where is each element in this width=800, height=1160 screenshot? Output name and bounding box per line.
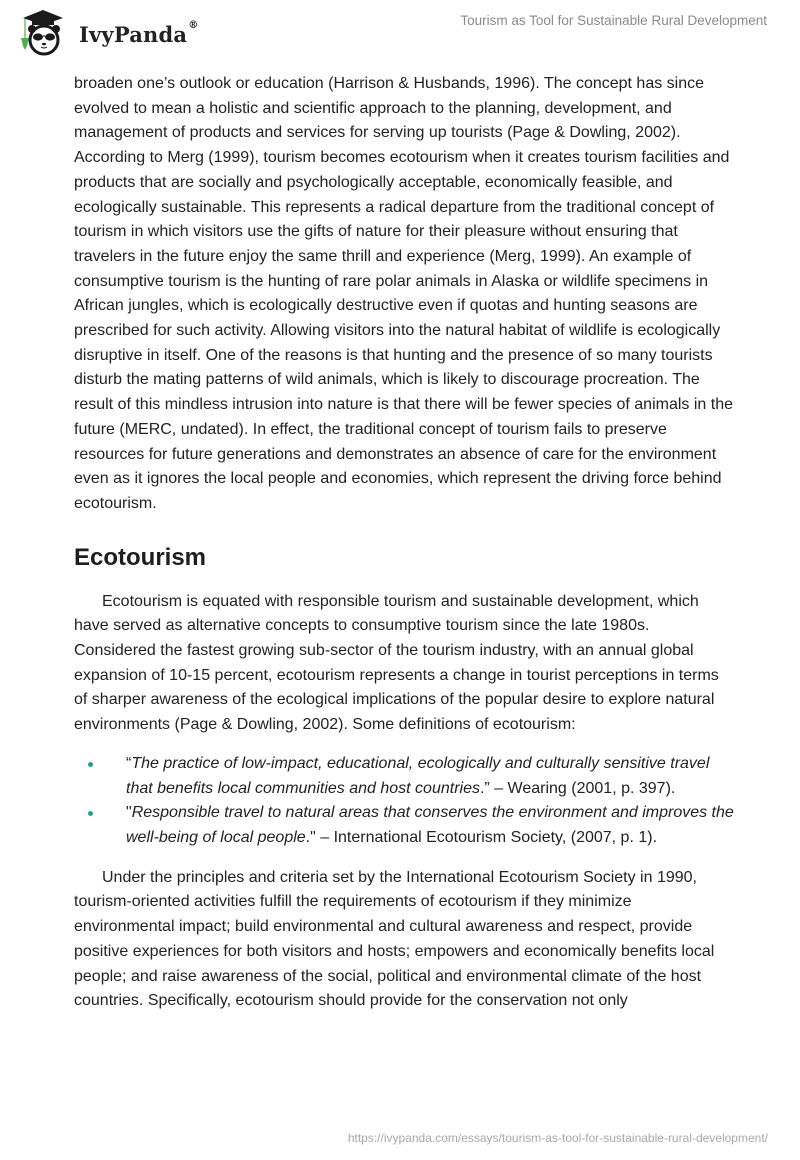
open-quote: "	[126, 804, 132, 822]
logo-wordmark: IvyPanda®	[79, 19, 199, 47]
body-paragraph-1: broaden one’s outlook or education (Harrison & Husbands, 1996). The concept has since evolved to mean a holistic and scientific approach to the planning, development, and management of products and services for serving up tourists (Page & Dowling, 2002). According to Merg (1999), tourism becomes ecotourism when it creates tourism facilities and products that are socially and psychologically acceptable, economically feasible, and ecologically sustainable. This represents a radical departure from the traditional concept of tourism in which visitors use the gifts of nature for their pleasure without ensuring that travelers in the future enjoy the same thrill and experience (Merg, 1999). An example of consumptive tourism is the hunting of rare polar animals in Alaska or wildlife specimens in African jungles, which is ecologically destructive even if quotas and hunting seasons are prescribed for such activity. Allowing visitors into the natural habitat of wildlife is ecologically disruptive in itself. One of the reasons is that hunting and the presence of so many tourists disturb the mating patterns of wild animals, which is likely to discourage procreation. The result of this mindless intrusion into nature is that there will be fewer species of animals in the future (MERC, undated). In effect, the traditional concept of tourism fails to preserve resources for future generations and demonstrates an absence of care for the environment even as it ignores the local people and economies, which represent the driving force behind ecotourism.	[74, 75, 733, 512]
open-quote: “	[126, 754, 132, 772]
ivypanda-logo[interactable]	[17, 8, 198, 56]
essay-content	[74, 72, 734, 1014]
document-title: Tourism as Tool for Sustainable Rural Development	[460, 13, 767, 28]
definition-citation: .” – Wearing (2001, p. 397).	[479, 779, 676, 797]
definition-item	[74, 801, 734, 850]
page-header	[0, 0, 800, 60]
definition-citation: ." – International Ecotourism Society, (2007, p. 1).	[305, 828, 658, 846]
definition-quote: Responsible travel to natural areas that conserves the environment and improves the well-being of local people	[126, 804, 734, 846]
section-heading: Ecotourism	[74, 543, 207, 571]
definition-item	[74, 752, 734, 801]
body-paragraph-3: Under the principles and criteria set by the International Ecotourism Society in 1990, tourism-oriented activities fulfill the requirements of ecotourism if they minimize environmental impact; build environmental and cultural awareness and respect, provide positive experiences for both visitors and hosts; empowers and economically benefits local people; and raise awareness of the social, political and environmental climate of the host countries. Specifically, ecotourism should provide for the conservation not only	[74, 868, 715, 1010]
body-paragraph-2: Ecotourism is equated with responsible tourism and sustainable development, which have served as alternative concepts to consumptive tourism since the late 1980s. Considered the fastest growing sub-sector of the tourism industry, with an annual global expansion of 10-15 percent, ecotourism represents a change in tourist perceptions in terms of sharper awareness of the ecological implications of the popular desire to explore natural environments (Page & Dowling, 2002). Some definitions of ecotourism:	[74, 592, 719, 734]
registered-mark: ®	[188, 19, 199, 31]
bullet-icon	[88, 762, 93, 767]
definition-quote: The practice of low-impact, educational, ecologically and culturally sensitive travel that benefits local communities and host countries	[126, 754, 710, 797]
bullet-icon	[88, 811, 93, 816]
panda-graduate-icon	[17, 8, 69, 56]
definitions-list	[74, 752, 734, 851]
source-url[interactable]: https://ivypanda.com/essays/tourism-as-tool-for-sustainable-rural-development/	[347, 1131, 768, 1145]
